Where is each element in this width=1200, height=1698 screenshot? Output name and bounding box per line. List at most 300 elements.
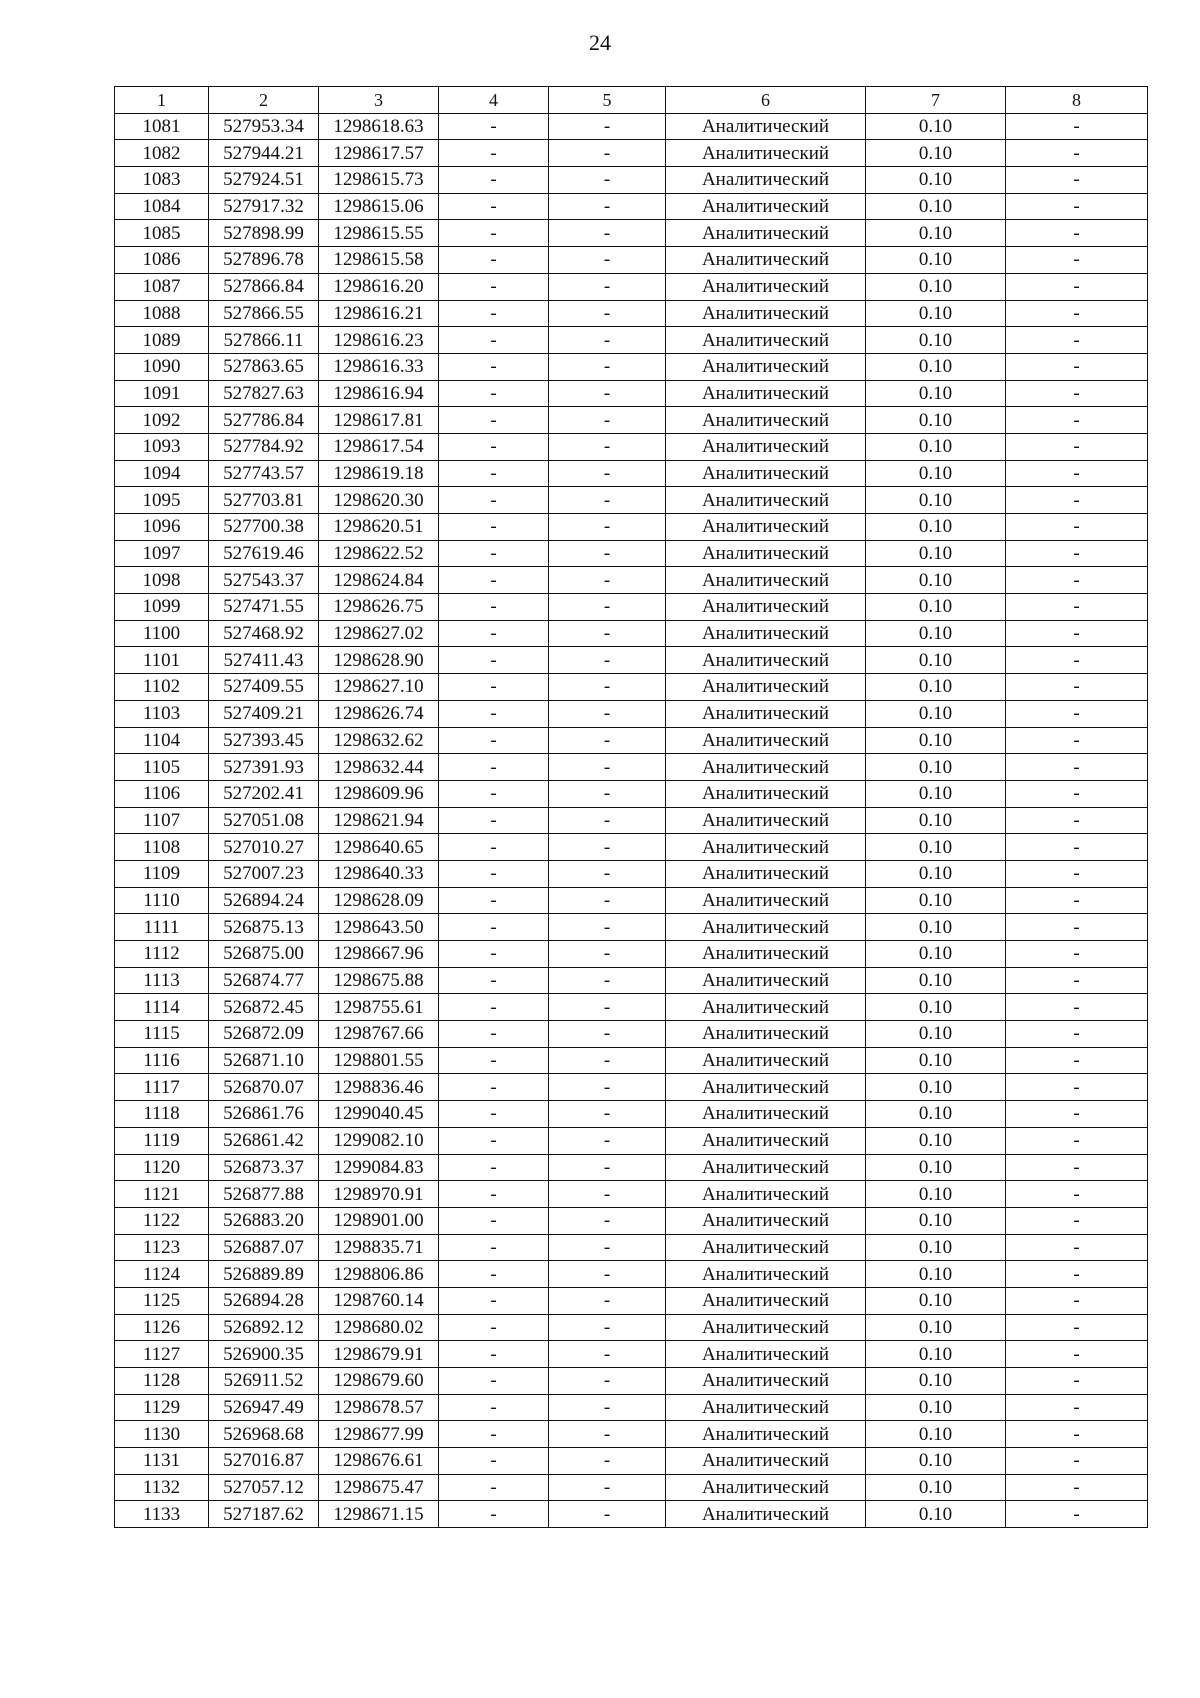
column-5-cell: - xyxy=(549,1047,666,1074)
table-row xyxy=(115,353,1148,380)
column-header: 1 xyxy=(115,87,209,114)
column-5-cell: - xyxy=(549,247,666,274)
column-8-cell: - xyxy=(1006,1021,1148,1048)
table-row xyxy=(115,1341,1148,1368)
column-4-cell: - xyxy=(439,727,549,754)
table-header-row xyxy=(115,87,1148,114)
column-5-cell: - xyxy=(549,1421,666,1448)
point-number-cell: 1119 xyxy=(115,1127,209,1154)
y-coordinate-cell: 1298617.81 xyxy=(319,407,439,434)
column-5-cell: - xyxy=(549,941,666,968)
column-8-cell: - xyxy=(1006,1234,1148,1261)
accuracy-cell: 0.10 xyxy=(866,1181,1006,1208)
column-8-cell: - xyxy=(1006,994,1148,1021)
method-cell: Аналитический xyxy=(666,300,866,327)
y-coordinate-cell: 1298675.47 xyxy=(319,1474,439,1501)
y-coordinate-cell: 1298616.20 xyxy=(319,273,439,300)
point-number-cell: 1086 xyxy=(115,247,209,274)
column-8-cell: - xyxy=(1006,807,1148,834)
x-coordinate-cell: 526874.77 xyxy=(209,967,319,994)
column-5-cell: - xyxy=(549,487,666,514)
column-8-cell: - xyxy=(1006,1074,1148,1101)
table-row xyxy=(115,647,1148,674)
column-5-cell: - xyxy=(549,1127,666,1154)
column-4-cell: - xyxy=(439,1341,549,1368)
y-coordinate-cell: 1299082.10 xyxy=(319,1127,439,1154)
column-5-cell: - xyxy=(549,914,666,941)
x-coordinate-cell: 527898.99 xyxy=(209,220,319,247)
x-coordinate-cell: 526887.07 xyxy=(209,1234,319,1261)
column-4-cell: - xyxy=(439,193,549,220)
point-number-cell: 1123 xyxy=(115,1234,209,1261)
table-row xyxy=(115,594,1148,621)
table-row xyxy=(115,140,1148,167)
column-header: 2 xyxy=(209,87,319,114)
accuracy-cell: 0.10 xyxy=(866,113,1006,140)
method-cell: Аналитический xyxy=(666,1047,866,1074)
table-row xyxy=(115,700,1148,727)
column-8-cell: - xyxy=(1006,193,1148,220)
column-4-cell: - xyxy=(439,113,549,140)
column-4-cell: - xyxy=(439,780,549,807)
column-5-cell: - xyxy=(549,1474,666,1501)
y-coordinate-cell: 1298622.52 xyxy=(319,540,439,567)
y-coordinate-cell: 1298680.02 xyxy=(319,1314,439,1341)
x-coordinate-cell: 526947.49 xyxy=(209,1394,319,1421)
column-5-cell: - xyxy=(549,1501,666,1528)
accuracy-cell: 0.10 xyxy=(866,620,1006,647)
y-coordinate-cell: 1298767.66 xyxy=(319,1021,439,1048)
accuracy-cell: 0.10 xyxy=(866,1448,1006,1475)
table-row xyxy=(115,433,1148,460)
point-number-cell: 1103 xyxy=(115,700,209,727)
point-number-cell: 1093 xyxy=(115,433,209,460)
column-8-cell: - xyxy=(1006,1101,1148,1128)
column-5-cell: - xyxy=(549,1448,666,1475)
column-5-cell: - xyxy=(549,273,666,300)
method-cell: Аналитический xyxy=(666,1181,866,1208)
table-row xyxy=(115,514,1148,541)
y-coordinate-cell: 1298627.02 xyxy=(319,620,439,647)
point-number-cell: 1131 xyxy=(115,1448,209,1475)
x-coordinate-cell: 526889.89 xyxy=(209,1261,319,1288)
x-coordinate-cell: 527866.11 xyxy=(209,327,319,354)
y-coordinate-cell: 1299040.45 xyxy=(319,1101,439,1128)
column-4-cell: - xyxy=(439,994,549,1021)
accuracy-cell: 0.10 xyxy=(866,1474,1006,1501)
x-coordinate-cell: 527543.37 xyxy=(209,567,319,594)
x-coordinate-cell: 527409.55 xyxy=(209,674,319,701)
method-cell: Аналитический xyxy=(666,433,866,460)
table-row xyxy=(115,1501,1148,1528)
x-coordinate-cell: 526872.09 xyxy=(209,1021,319,1048)
column-4-cell: - xyxy=(439,834,549,861)
accuracy-cell: 0.10 xyxy=(866,1421,1006,1448)
column-4-cell: - xyxy=(439,860,549,887)
column-5-cell: - xyxy=(549,193,666,220)
table-row xyxy=(115,167,1148,194)
method-cell: Аналитический xyxy=(666,1127,866,1154)
table-row xyxy=(115,247,1148,274)
x-coordinate-cell: 527866.55 xyxy=(209,300,319,327)
accuracy-cell: 0.10 xyxy=(866,594,1006,621)
y-coordinate-cell: 1298626.75 xyxy=(319,594,439,621)
column-4-cell: - xyxy=(439,247,549,274)
x-coordinate-cell: 526894.24 xyxy=(209,887,319,914)
x-coordinate-cell: 527010.27 xyxy=(209,834,319,861)
point-number-cell: 1130 xyxy=(115,1421,209,1448)
x-coordinate-cell: 527863.65 xyxy=(209,353,319,380)
column-4-cell: - xyxy=(439,1474,549,1501)
accuracy-cell: 0.10 xyxy=(866,1368,1006,1395)
column-4-cell: - xyxy=(439,1234,549,1261)
method-cell: Аналитический xyxy=(666,834,866,861)
accuracy-cell: 0.10 xyxy=(866,834,1006,861)
column-5-cell: - xyxy=(549,353,666,380)
table-row xyxy=(115,1181,1148,1208)
x-coordinate-cell: 527784.92 xyxy=(209,433,319,460)
x-coordinate-cell: 527786.84 xyxy=(209,407,319,434)
y-coordinate-cell: 1298620.30 xyxy=(319,487,439,514)
column-4-cell: - xyxy=(439,1207,549,1234)
method-cell: Аналитический xyxy=(666,247,866,274)
table-row xyxy=(115,1234,1148,1261)
table-row xyxy=(115,1448,1148,1475)
table-row xyxy=(115,1021,1148,1048)
column-8-cell: - xyxy=(1006,780,1148,807)
y-coordinate-cell: 1298615.55 xyxy=(319,220,439,247)
table-row xyxy=(115,1047,1148,1074)
point-number-cell: 1105 xyxy=(115,754,209,781)
column-8-cell: - xyxy=(1006,834,1148,861)
method-cell: Аналитический xyxy=(666,1074,866,1101)
y-coordinate-cell: 1299084.83 xyxy=(319,1154,439,1181)
point-number-cell: 1087 xyxy=(115,273,209,300)
column-5-cell: - xyxy=(549,620,666,647)
accuracy-cell: 0.10 xyxy=(866,1074,1006,1101)
x-coordinate-cell: 527007.23 xyxy=(209,860,319,887)
y-coordinate-cell: 1298616.23 xyxy=(319,327,439,354)
y-coordinate-cell: 1298616.94 xyxy=(319,380,439,407)
accuracy-cell: 0.10 xyxy=(866,514,1006,541)
page-number: 24 xyxy=(589,30,611,55)
point-number-cell: 1102 xyxy=(115,674,209,701)
x-coordinate-cell: 526911.52 xyxy=(209,1368,319,1395)
table-row xyxy=(115,1154,1148,1181)
column-4-cell: - xyxy=(439,620,549,647)
point-number-cell: 1124 xyxy=(115,1261,209,1288)
x-coordinate-cell: 526875.13 xyxy=(209,914,319,941)
y-coordinate-cell: 1298627.10 xyxy=(319,674,439,701)
table-row xyxy=(115,674,1148,701)
column-4-cell: - xyxy=(439,1181,549,1208)
column-header: 5 xyxy=(549,87,666,114)
accuracy-cell: 0.10 xyxy=(866,967,1006,994)
x-coordinate-cell: 527057.12 xyxy=(209,1474,319,1501)
point-number-cell: 1099 xyxy=(115,594,209,621)
accuracy-cell: 0.10 xyxy=(866,540,1006,567)
table-row xyxy=(115,1474,1148,1501)
point-number-cell: 1110 xyxy=(115,887,209,914)
column-5-cell: - xyxy=(549,300,666,327)
column-8-cell: - xyxy=(1006,620,1148,647)
column-5-cell: - xyxy=(549,1261,666,1288)
column-8-cell: - xyxy=(1006,300,1148,327)
method-cell: Аналитический xyxy=(666,1368,866,1395)
y-coordinate-cell: 1298620.51 xyxy=(319,514,439,541)
method-cell: Аналитический xyxy=(666,460,866,487)
point-number-cell: 1114 xyxy=(115,994,209,1021)
accuracy-cell: 0.10 xyxy=(866,807,1006,834)
table-row xyxy=(115,1101,1148,1128)
point-number-cell: 1089 xyxy=(115,327,209,354)
x-coordinate-cell: 526894.28 xyxy=(209,1287,319,1314)
method-cell: Аналитический xyxy=(666,1154,866,1181)
column-4-cell: - xyxy=(439,1394,549,1421)
y-coordinate-cell: 1298835.71 xyxy=(319,1234,439,1261)
y-coordinate-cell: 1298628.90 xyxy=(319,647,439,674)
x-coordinate-cell: 527409.21 xyxy=(209,700,319,727)
column-5-cell: - xyxy=(549,1101,666,1128)
column-8-cell: - xyxy=(1006,914,1148,941)
accuracy-cell: 0.10 xyxy=(866,140,1006,167)
method-cell: Аналитический xyxy=(666,193,866,220)
method-cell: Аналитический xyxy=(666,887,866,914)
point-number-cell: 1098 xyxy=(115,567,209,594)
x-coordinate-cell: 527827.63 xyxy=(209,380,319,407)
table-row xyxy=(115,860,1148,887)
column-5-cell: - xyxy=(549,167,666,194)
column-8-cell: - xyxy=(1006,113,1148,140)
accuracy-cell: 0.10 xyxy=(866,1207,1006,1234)
method-cell: Аналитический xyxy=(666,327,866,354)
accuracy-cell: 0.10 xyxy=(866,887,1006,914)
column-5-cell: - xyxy=(549,647,666,674)
column-5-cell: - xyxy=(549,460,666,487)
table-row xyxy=(115,887,1148,914)
y-coordinate-cell: 1298677.99 xyxy=(319,1421,439,1448)
y-coordinate-cell: 1298836.46 xyxy=(319,1074,439,1101)
column-5-cell: - xyxy=(549,1207,666,1234)
x-coordinate-cell: 527471.55 xyxy=(209,594,319,621)
accuracy-cell: 0.10 xyxy=(866,860,1006,887)
column-8-cell: - xyxy=(1006,1368,1148,1395)
point-number-cell: 1088 xyxy=(115,300,209,327)
method-cell: Аналитический xyxy=(666,754,866,781)
table-row xyxy=(115,1261,1148,1288)
column-4-cell: - xyxy=(439,647,549,674)
column-8-cell: - xyxy=(1006,647,1148,674)
y-coordinate-cell: 1298678.57 xyxy=(319,1394,439,1421)
column-4-cell: - xyxy=(439,674,549,701)
point-number-cell: 1082 xyxy=(115,140,209,167)
column-4-cell: - xyxy=(439,273,549,300)
point-number-cell: 1126 xyxy=(115,1314,209,1341)
table-row xyxy=(115,1127,1148,1154)
column-8-cell: - xyxy=(1006,1287,1148,1314)
method-cell: Аналитический xyxy=(666,353,866,380)
column-5-cell: - xyxy=(549,727,666,754)
table-row xyxy=(115,407,1148,434)
method-cell: Аналитический xyxy=(666,647,866,674)
method-cell: Аналитический xyxy=(666,220,866,247)
accuracy-cell: 0.10 xyxy=(866,1501,1006,1528)
y-coordinate-cell: 1298615.06 xyxy=(319,193,439,220)
point-number-cell: 1091 xyxy=(115,380,209,407)
column-8-cell: - xyxy=(1006,220,1148,247)
column-8-cell: - xyxy=(1006,353,1148,380)
accuracy-cell: 0.10 xyxy=(866,460,1006,487)
column-5-cell: - xyxy=(549,327,666,354)
column-4-cell: - xyxy=(439,594,549,621)
column-8-cell: - xyxy=(1006,167,1148,194)
column-5-cell: - xyxy=(549,380,666,407)
x-coordinate-cell: 526883.20 xyxy=(209,1207,319,1234)
table-row xyxy=(115,113,1148,140)
column-4-cell: - xyxy=(439,1127,549,1154)
point-number-cell: 1120 xyxy=(115,1154,209,1181)
column-8-cell: - xyxy=(1006,140,1148,167)
column-5-cell: - xyxy=(549,514,666,541)
y-coordinate-cell: 1298970.91 xyxy=(319,1181,439,1208)
column-5-cell: - xyxy=(549,754,666,781)
column-4-cell: - xyxy=(439,1074,549,1101)
column-4-cell: - xyxy=(439,1101,549,1128)
point-number-cell: 1084 xyxy=(115,193,209,220)
point-number-cell: 1097 xyxy=(115,540,209,567)
column-4-cell: - xyxy=(439,514,549,541)
table-row xyxy=(115,460,1148,487)
accuracy-cell: 0.10 xyxy=(866,700,1006,727)
column-8-cell: - xyxy=(1006,1047,1148,1074)
table-row xyxy=(115,941,1148,968)
x-coordinate-cell: 527393.45 xyxy=(209,727,319,754)
accuracy-cell: 0.10 xyxy=(866,754,1006,781)
column-8-cell: - xyxy=(1006,754,1148,781)
y-coordinate-cell: 1298632.62 xyxy=(319,727,439,754)
column-5-cell: - xyxy=(549,674,666,701)
column-8-cell: - xyxy=(1006,1181,1148,1208)
x-coordinate-cell: 527703.81 xyxy=(209,487,319,514)
table-row xyxy=(115,967,1148,994)
column-4-cell: - xyxy=(439,1047,549,1074)
y-coordinate-cell: 1298615.73 xyxy=(319,167,439,194)
column-5-cell: - xyxy=(549,567,666,594)
column-5-cell: - xyxy=(549,113,666,140)
point-number-cell: 1081 xyxy=(115,113,209,140)
point-number-cell: 1109 xyxy=(115,860,209,887)
accuracy-cell: 0.10 xyxy=(866,727,1006,754)
method-cell: Аналитический xyxy=(666,967,866,994)
column-8-cell: - xyxy=(1006,1394,1148,1421)
table-row xyxy=(115,1074,1148,1101)
point-number-cell: 1106 xyxy=(115,780,209,807)
x-coordinate-cell: 527391.93 xyxy=(209,754,319,781)
accuracy-cell: 0.10 xyxy=(866,1234,1006,1261)
point-number-cell: 1104 xyxy=(115,727,209,754)
point-number-cell: 1121 xyxy=(115,1181,209,1208)
column-header: 7 xyxy=(866,87,1006,114)
method-cell: Аналитический xyxy=(666,514,866,541)
point-number-cell: 1111 xyxy=(115,914,209,941)
column-5-cell: - xyxy=(549,1314,666,1341)
method-cell: Аналитический xyxy=(666,727,866,754)
table-row xyxy=(115,807,1148,834)
column-8-cell: - xyxy=(1006,540,1148,567)
y-coordinate-cell: 1298801.55 xyxy=(319,1047,439,1074)
method-cell: Аналитический xyxy=(666,674,866,701)
method-cell: Аналитический xyxy=(666,407,866,434)
x-coordinate-cell: 527411.43 xyxy=(209,647,319,674)
y-coordinate-cell: 1298901.00 xyxy=(319,1207,439,1234)
accuracy-cell: 0.10 xyxy=(866,433,1006,460)
point-number-cell: 1116 xyxy=(115,1047,209,1074)
point-number-cell: 1117 xyxy=(115,1074,209,1101)
column-5-cell: - xyxy=(549,540,666,567)
column-5-cell: - xyxy=(549,887,666,914)
column-4-cell: - xyxy=(439,567,549,594)
x-coordinate-cell: 526870.07 xyxy=(209,1074,319,1101)
method-cell: Аналитический xyxy=(666,1394,866,1421)
column-8-cell: - xyxy=(1006,1341,1148,1368)
method-cell: Аналитический xyxy=(666,273,866,300)
y-coordinate-cell: 1298679.60 xyxy=(319,1368,439,1395)
column-4-cell: - xyxy=(439,300,549,327)
method-cell: Аналитический xyxy=(666,167,866,194)
y-coordinate-cell: 1298624.84 xyxy=(319,567,439,594)
y-coordinate-cell: 1298675.88 xyxy=(319,967,439,994)
x-coordinate-cell: 526900.35 xyxy=(209,1341,319,1368)
method-cell: Аналитический xyxy=(666,594,866,621)
accuracy-cell: 0.10 xyxy=(866,1047,1006,1074)
column-8-cell: - xyxy=(1006,1448,1148,1475)
accuracy-cell: 0.10 xyxy=(866,327,1006,354)
column-8-cell: - xyxy=(1006,1501,1148,1528)
column-8-cell: - xyxy=(1006,967,1148,994)
column-5-cell: - xyxy=(549,1234,666,1261)
point-number-cell: 1129 xyxy=(115,1394,209,1421)
column-5-cell: - xyxy=(549,140,666,167)
column-4-cell: - xyxy=(439,140,549,167)
column-8-cell: - xyxy=(1006,380,1148,407)
accuracy-cell: 0.10 xyxy=(866,407,1006,434)
table-row xyxy=(115,300,1148,327)
method-cell: Аналитический xyxy=(666,1448,866,1475)
y-coordinate-cell: 1298628.09 xyxy=(319,887,439,914)
y-coordinate-cell: 1298679.91 xyxy=(319,1341,439,1368)
table-row xyxy=(115,780,1148,807)
column-8-cell: - xyxy=(1006,727,1148,754)
method-cell: Аналитический xyxy=(666,620,866,647)
y-coordinate-cell: 1298609.96 xyxy=(319,780,439,807)
y-coordinate-cell: 1298643.50 xyxy=(319,914,439,941)
column-8-cell: - xyxy=(1006,567,1148,594)
column-5-cell: - xyxy=(549,834,666,861)
column-5-cell: - xyxy=(549,1341,666,1368)
column-8-cell: - xyxy=(1006,1261,1148,1288)
method-cell: Аналитический xyxy=(666,1474,866,1501)
column-4-cell: - xyxy=(439,540,549,567)
x-coordinate-cell: 527743.57 xyxy=(209,460,319,487)
column-5-cell: - xyxy=(549,1021,666,1048)
accuracy-cell: 0.10 xyxy=(866,780,1006,807)
point-number-cell: 1133 xyxy=(115,1501,209,1528)
accuracy-cell: 0.10 xyxy=(866,567,1006,594)
table-row xyxy=(115,994,1148,1021)
y-coordinate-cell: 1298618.63 xyxy=(319,113,439,140)
accuracy-cell: 0.10 xyxy=(866,487,1006,514)
point-number-cell: 1125 xyxy=(115,1287,209,1314)
